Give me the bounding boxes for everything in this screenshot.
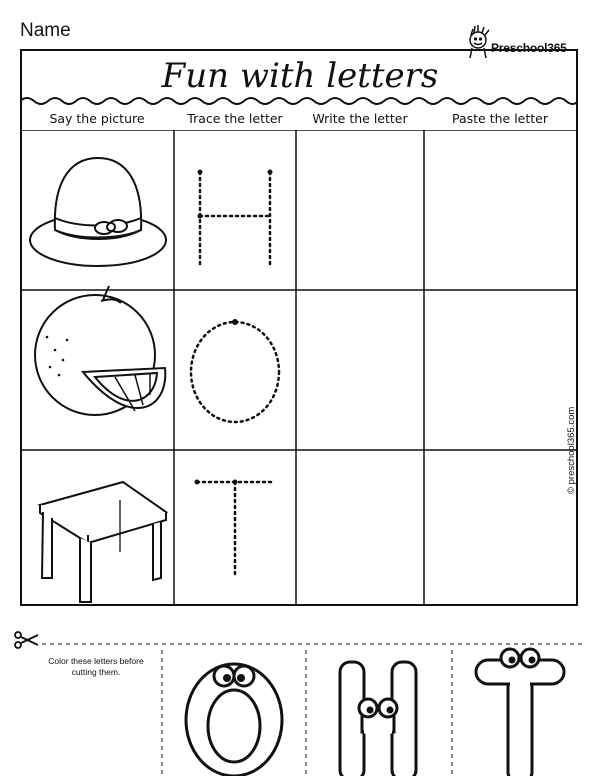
wavy-divider bbox=[20, 95, 578, 107]
column-header-say: Say the picture bbox=[49, 111, 145, 126]
brand-name: Preschool365 bbox=[491, 41, 567, 55]
cutout-letter-t bbox=[476, 649, 564, 776]
hat-icon bbox=[30, 158, 166, 266]
trace-letter-o bbox=[191, 319, 279, 422]
cutout-instruction: Color these letters before cutting them. bbox=[48, 656, 144, 677]
orange-icon bbox=[35, 286, 165, 415]
letter-grid bbox=[20, 130, 578, 606]
column-header-trace: Trace the letter bbox=[187, 111, 283, 126]
cutout-letter-h bbox=[340, 662, 416, 776]
table-icon bbox=[40, 482, 166, 602]
column-header-write: Write the letter bbox=[312, 111, 408, 126]
column-header-paste: Paste the letter bbox=[452, 111, 548, 126]
copyright-text: © preschool365.com bbox=[566, 406, 577, 494]
cutout-letter-o bbox=[186, 664, 282, 776]
scissors-icon bbox=[15, 632, 38, 648]
page-title: Fun with letters bbox=[161, 56, 439, 96]
name-label: Name bbox=[20, 20, 71, 41]
trace-letter-t bbox=[195, 480, 274, 579]
cutout-section bbox=[0, 626, 600, 776]
trace-letter-h bbox=[198, 170, 273, 267]
